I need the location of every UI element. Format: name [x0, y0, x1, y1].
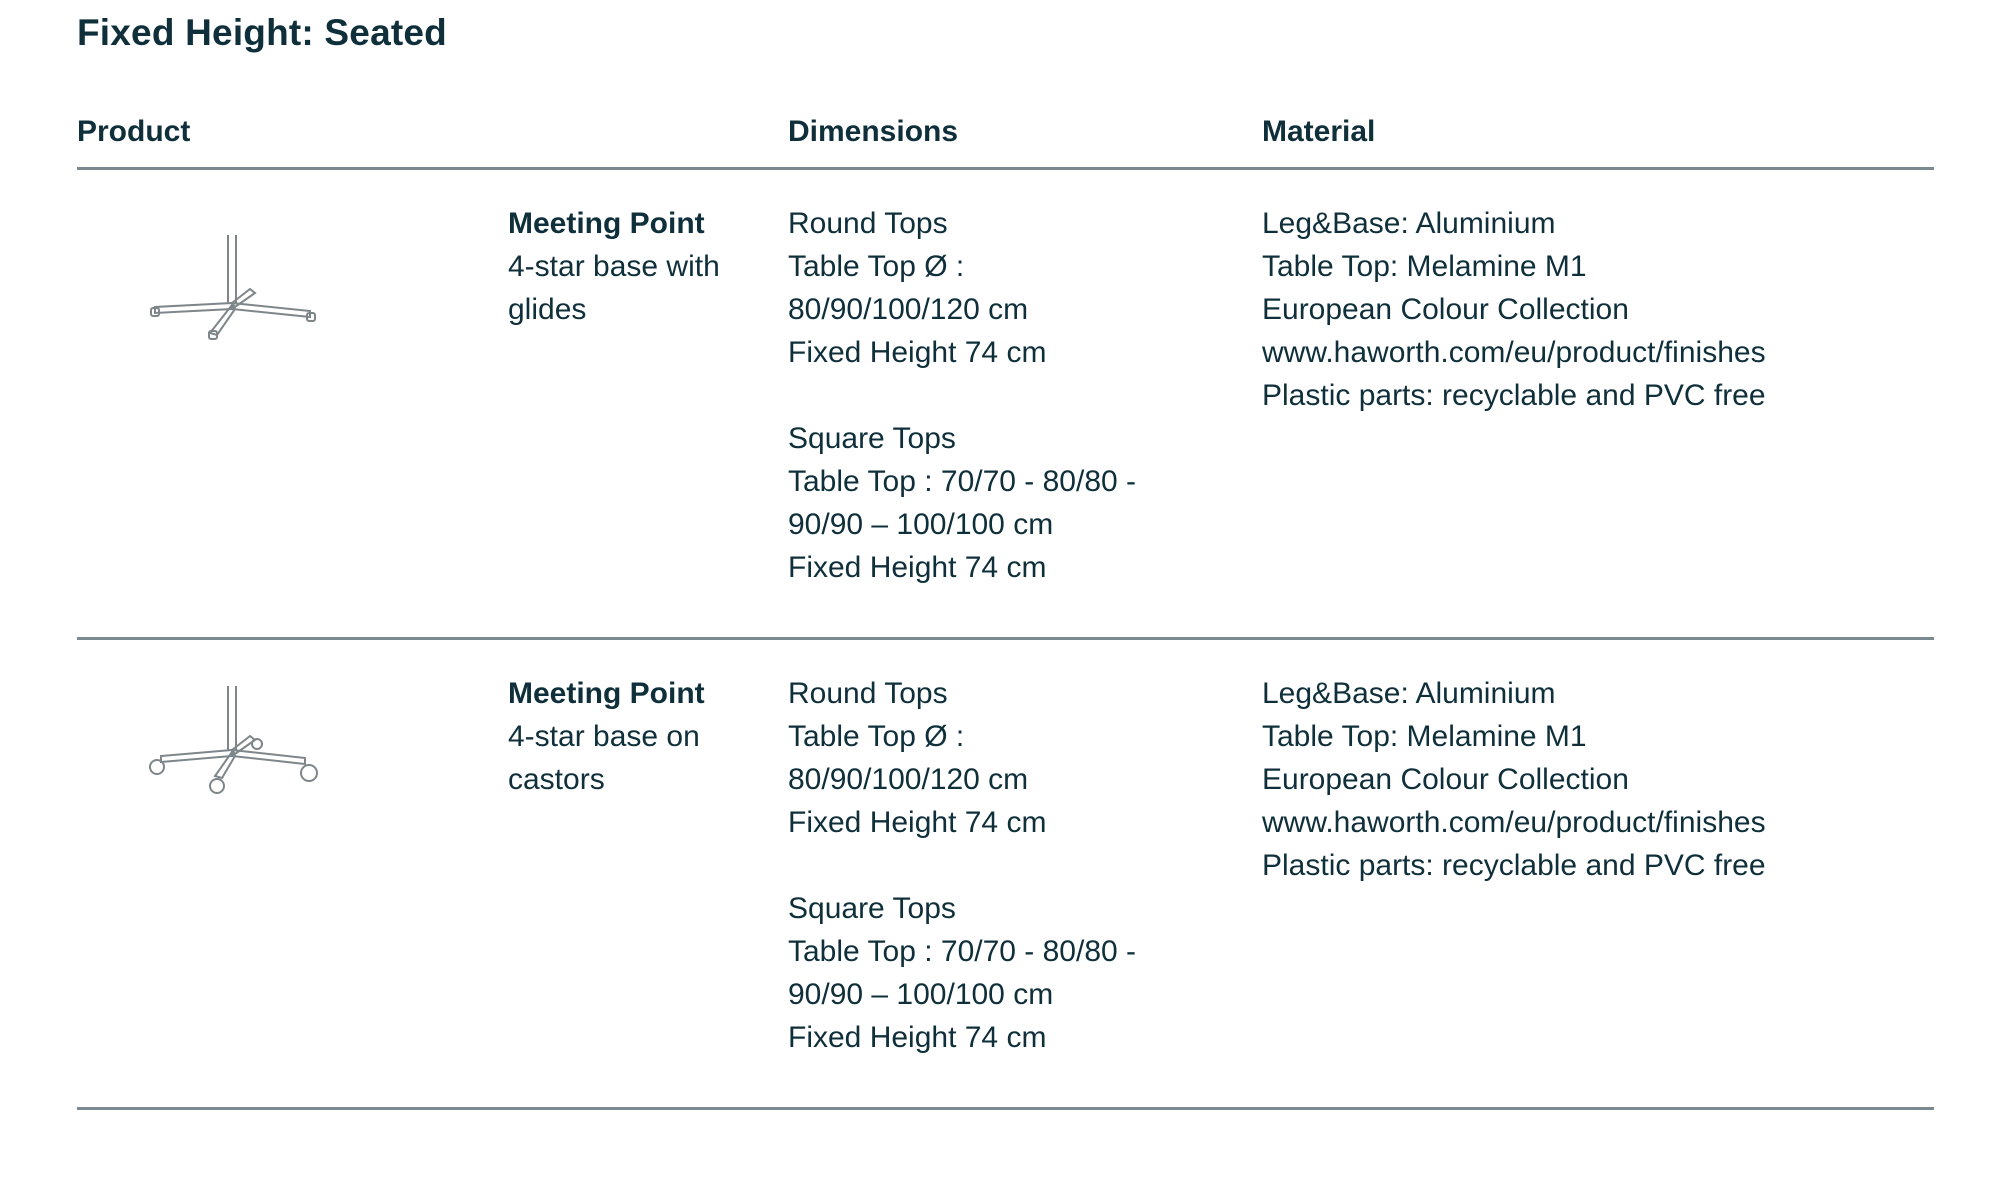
dimension-line: Fixed Height 74 cm: [788, 1021, 1047, 1054]
dimension-line: Table Top Ø :: [788, 720, 965, 753]
product-desc-line: castors: [508, 763, 605, 796]
material-line: European Colour Collection: [1262, 763, 1629, 796]
material-line: Table Top: Melamine M1: [1262, 720, 1587, 753]
product-desc-line: glides: [508, 293, 587, 326]
material-line: Leg&Base: Aluminium: [1262, 207, 1556, 240]
square-tops-title: Square Tops: [788, 892, 956, 925]
row-divider: [77, 637, 1934, 640]
dimension-line: Fixed Height 74 cm: [788, 336, 1047, 369]
dimension-line: 90/90 – 100/100 cm: [788, 508, 1054, 541]
table-header: [77, 115, 1934, 155]
dimensions-cell: [788, 202, 1228, 589]
material-line: Plastic parts: recyclable and PVC free: [1262, 379, 1766, 412]
product-info: [508, 672, 768, 801]
material-cell: [1262, 672, 1922, 887]
dimensions-cell: [788, 672, 1228, 1059]
product-desc-line: 4-star base with: [508, 250, 720, 283]
product-name: Meeting Point: [508, 207, 705, 240]
finishes-link[interactable]: www.haworth.com/eu/product/finishes: [1262, 806, 1766, 839]
round-tops-title: Round Tops: [788, 677, 948, 710]
dimension-line: 80/90/100/120 cm: [788, 293, 1029, 326]
table-base-castors-icon: [135, 678, 365, 808]
page-title: Fixed Height: Seated: [77, 12, 447, 53]
dimension-line: 90/90 – 100/100 cm: [788, 978, 1054, 1011]
dimension-line: Table Top : 70/70 - 80/80 -: [788, 465, 1137, 498]
product-desc-line: 4-star base on: [508, 720, 700, 753]
material-cell: [1262, 202, 1922, 417]
material-line: Leg&Base: Aluminium: [1262, 677, 1556, 710]
header-dimensions: Dimensions: [788, 115, 959, 148]
header-product: Product: [77, 115, 191, 148]
product-info: [508, 202, 768, 331]
product-name: Meeting Point: [508, 677, 705, 710]
dimension-line: Table Top : 70/70 - 80/80 -: [788, 935, 1137, 968]
dimension-line: 80/90/100/120 cm: [788, 763, 1029, 796]
material-line: Plastic parts: recyclable and PVC free: [1262, 849, 1766, 882]
table-base-glides-icon: [135, 225, 365, 355]
material-line: Table Top: Melamine M1: [1262, 250, 1587, 283]
material-line: European Colour Collection: [1262, 293, 1629, 326]
dimension-line: Table Top Ø :: [788, 250, 965, 283]
dimension-line: Fixed Height 74 cm: [788, 806, 1047, 839]
square-tops-title: Square Tops: [788, 422, 956, 455]
row-divider: [77, 1107, 1934, 1110]
dimension-line: Fixed Height 74 cm: [788, 551, 1047, 584]
header-divider: [77, 167, 1934, 170]
round-tops-title: Round Tops: [788, 207, 948, 240]
header-material: Material: [1262, 115, 1376, 148]
finishes-link[interactable]: www.haworth.com/eu/product/finishes: [1262, 336, 1766, 369]
